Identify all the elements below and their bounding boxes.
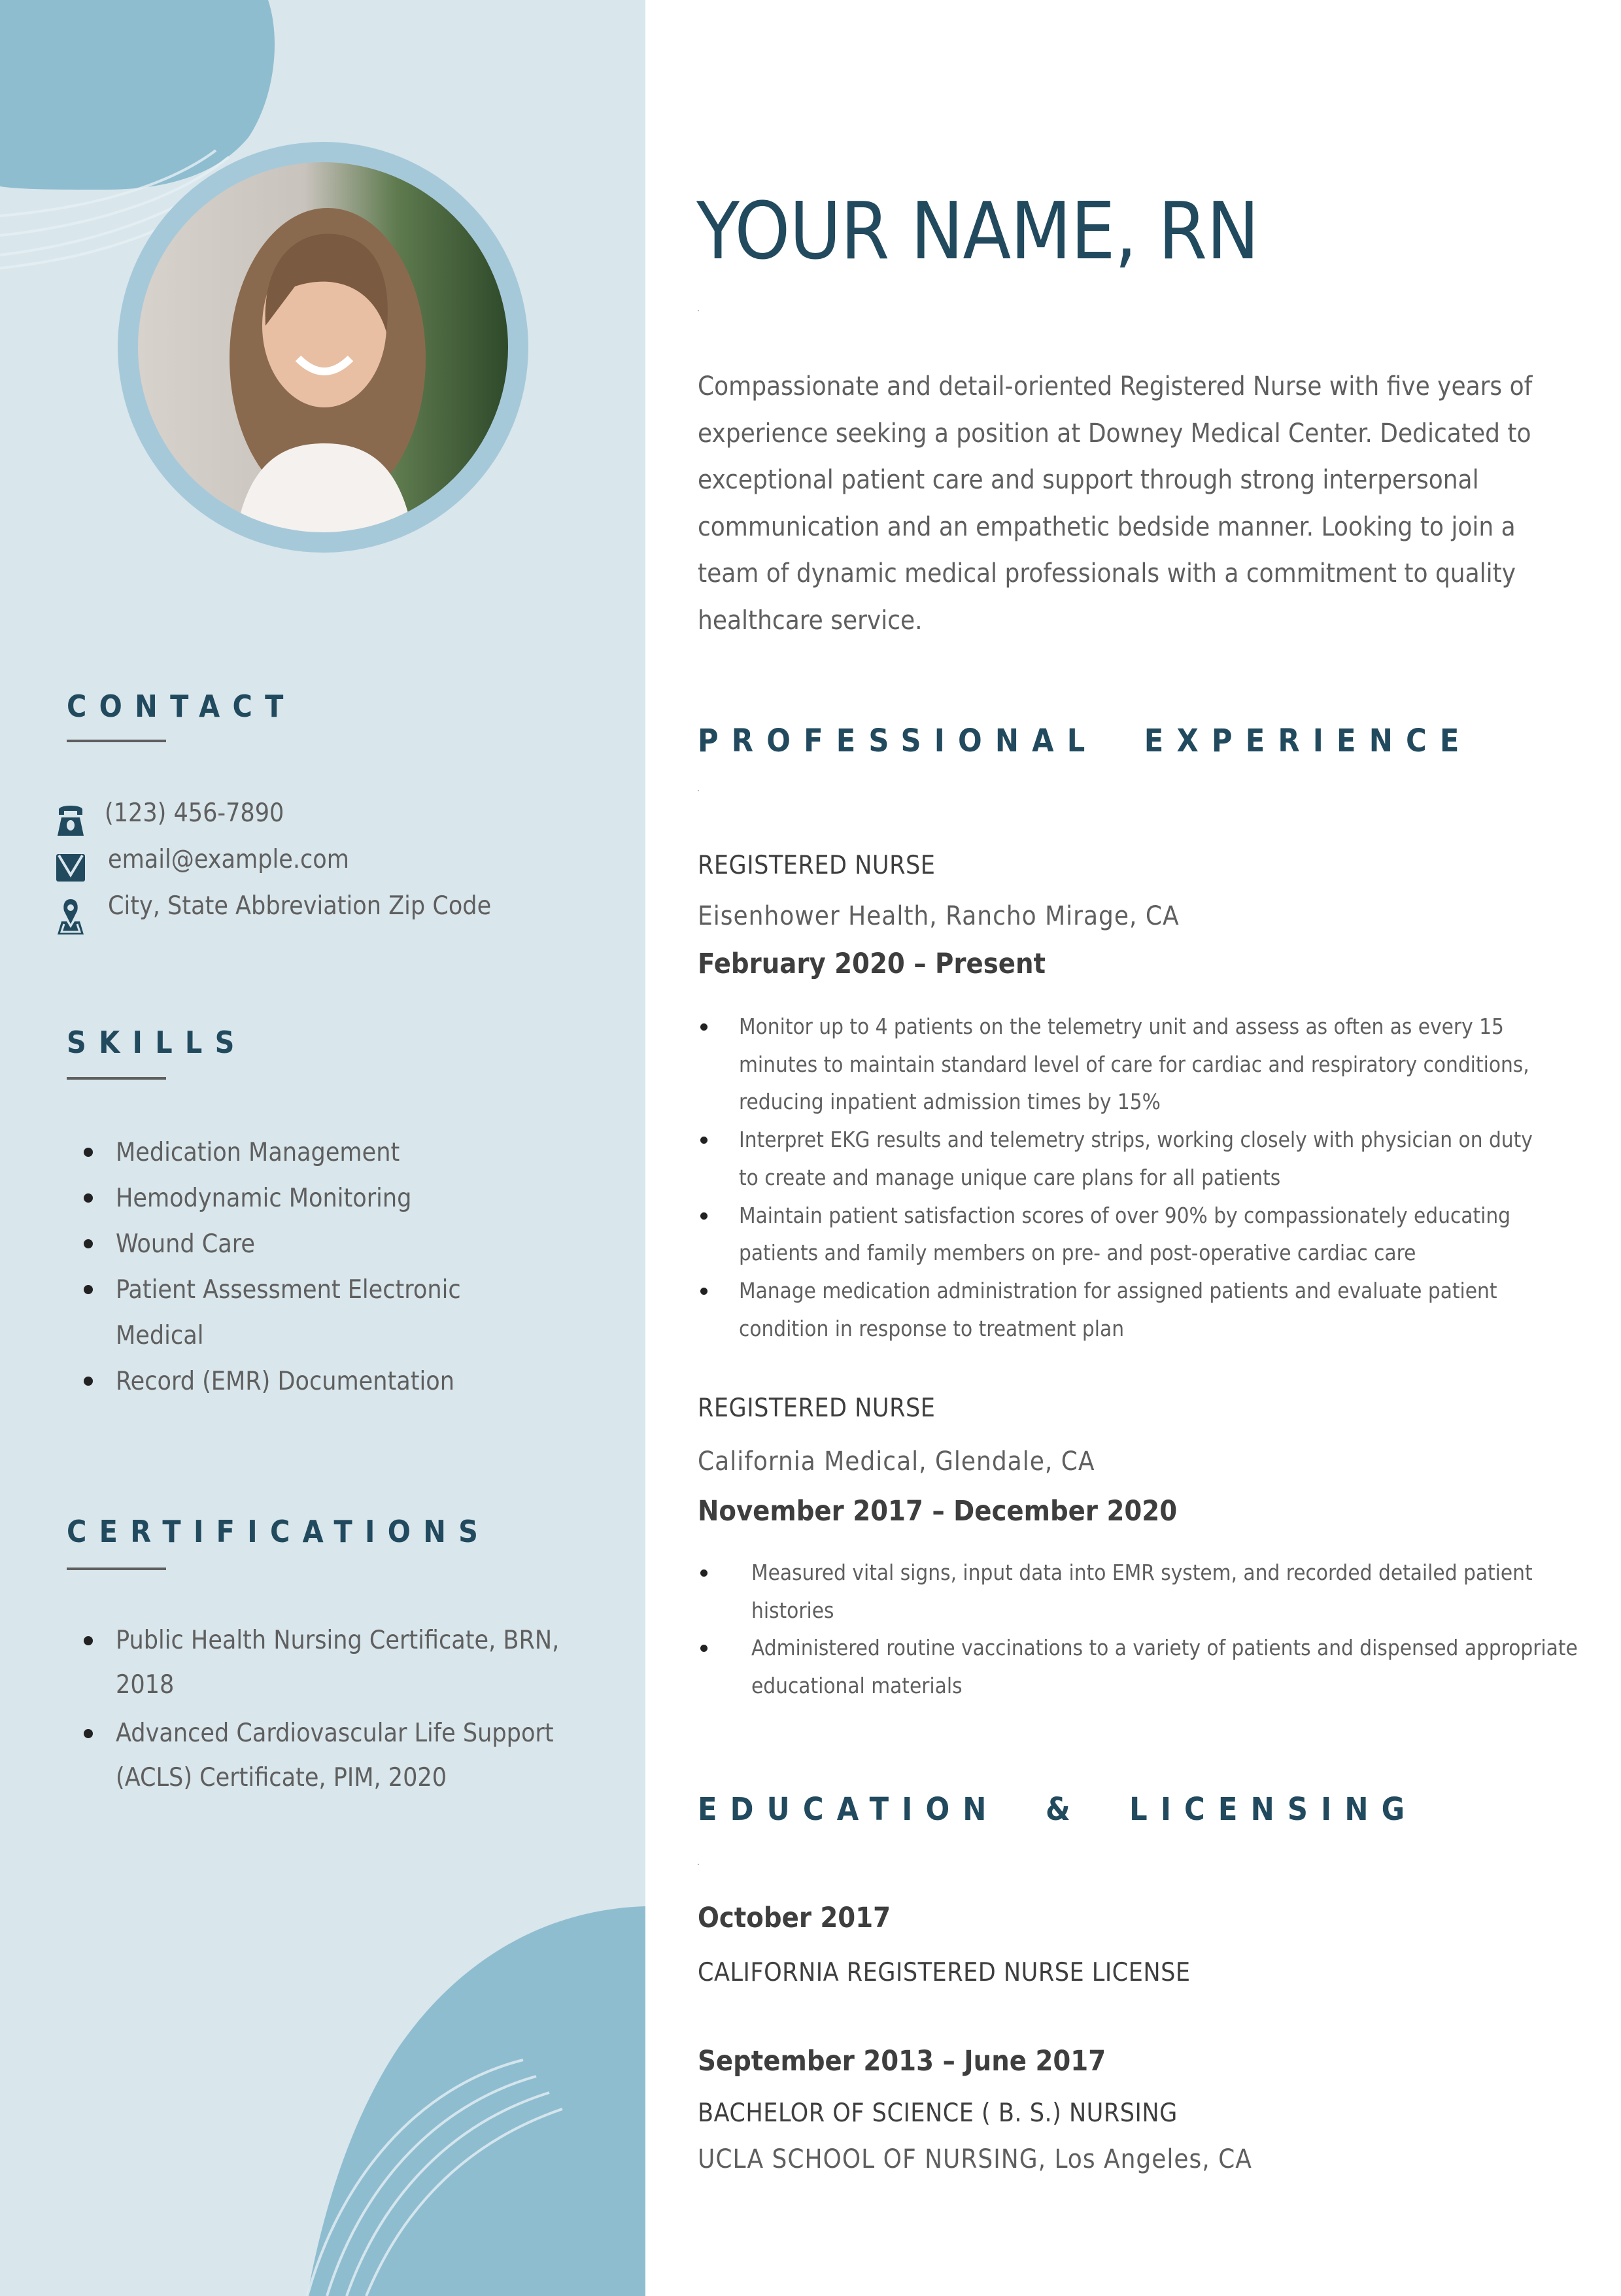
education-title: BACHELOR OF SCIENCE ( B. S.) NURSING [698,2099,1178,2128]
contact-address: City, State Abbreviation Zip Code [108,891,492,921]
experience-heading: PROFESSIONAL EXPERIENCE [698,723,1473,759]
contact-divider [67,740,166,742]
certifications-divider [67,1568,166,1570]
education-heading: EDUCATION & LICENSING [698,1791,1418,1828]
email-icon [56,854,85,882]
education-school: UCLA SCHOOL OF NURSING, Los Angeles, CA [698,2144,1252,2174]
divider-dot [698,1864,699,1865]
skills-heading: SKILLS [67,1025,247,1060]
sidebar [0,0,645,2296]
job-bullet: Manage medication administration for assigned patients and evaluate patient condition in response to treatment plan [698,1272,1548,1347]
job-bullet: Measured vital signs, input data into EMR system, and recorded detailed patient histories [698,1554,1580,1629]
skill-item: Medication Management [84,1130,502,1176]
divider-dot [698,310,699,311]
location-pin-icon [58,899,84,934]
contact-phone: (123) 456-7890 [105,798,284,828]
skill-item: Patient Assessment Electronic Medical [84,1267,502,1359]
skill-item: Record (EMR) Documentation [84,1359,502,1405]
job-title: REGISTERED NURSE [698,851,936,880]
summary: Compassionate and detail-oriented Registered Nurse with five years of experience seeking a position at Downey Medical Center. Dedicated to exceptional patient care and support through strong interpersonal communication and an empathetic bedside manner. Looking to join a team of dynamic medical professionals with a commitment to quality healthcare service. [698,371,1533,636]
job-bullet: Maintain patient satisfaction scores of over 90% by compassionately educating patients and family members on pre- and post-operative cardiac care [698,1197,1548,1272]
skills-list [84,1130,502,1405]
job-company: California Medical, Glendale, CA [698,1447,1095,1477]
certifications-heading: CERTIFICATIONS [67,1514,491,1549]
candidate-name: YOUR NAME, RN [696,186,1259,277]
contact-heading: CONTACT [67,689,296,724]
certification-item: Public Health Nursing Certificate, BRN, 2018 [84,1619,568,1707]
divider-dot [698,790,699,791]
job-dates: November 2017 – December 2020 [698,1495,1178,1528]
job-title: REGISTERED NURSE [698,1394,936,1423]
job-company: Eisenhower Health, Rancho Mirage, CA [698,901,1180,931]
education-date: September 2013 – June 2017 [698,2045,1106,2078]
education-title: CALIFORNIA REGISTERED NURSE LICENSE [698,1958,1191,1987]
certifications-list [84,1619,568,1800]
education-date: October 2017 [698,1902,891,1934]
profile-photo-frame [118,142,528,553]
job-bullet: Monitor up to 4 patients on the telemetry unit and assess as often as every 15 minutes to maintain standard level of care for cardiac and respiratory conditions, reducing inpatient admission times by 15% [698,1008,1548,1121]
profile-photo [138,162,508,532]
job-bullet: Administered routine vaccinations to a variety of patients and dispensed appropriate educational materials [698,1629,1580,1704]
contact-email[interactable]: email@example.com [108,845,349,874]
job-bullets [698,1554,1580,1705]
job-bullets [698,1008,1548,1347]
phone-icon [56,803,85,837]
job-bullet: Interpret EKG results and telemetry strips, working closely with physician on duty to create and manage unique care plans for all patients [698,1121,1548,1196]
skills-divider [67,1077,166,1080]
job-dates: February 2020 – Present [698,948,1046,980]
certification-item: Advanced Cardiovascular Life Support (ACLS) Certificate, PIM, 2020 [84,1711,568,1800]
skill-item: Wound Care [84,1222,502,1267]
skill-item: Hemodynamic Monitoring [84,1176,502,1222]
